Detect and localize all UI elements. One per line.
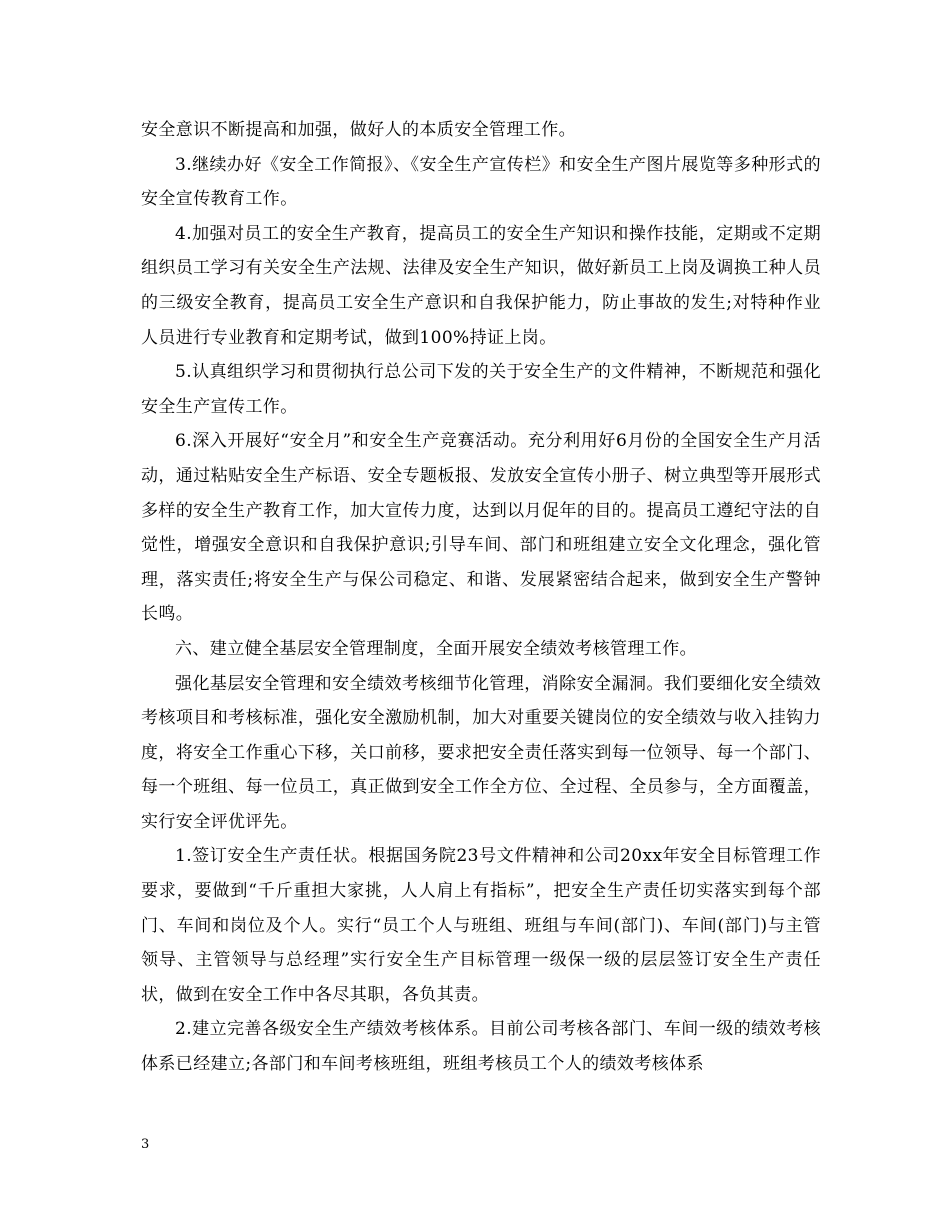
paragraph-continuation: 安全意识不断提高和加强，做好人的本质安全管理工作。 <box>141 120 576 140</box>
paragraph-item-4: 4.加强对员工的安全生产教育，提高员工的安全生产知识和操作技能，定期或不定期组织员工学习有关安全生产法规、法律及安全生产知识，做好新员工上岗及调换工种人员的三级安全教育，提高员工安全生产意识和自我保护能力，防止事故的发生;对特种作业人员进行专业教育和定期考试，做到100%持证上岗。 <box>141 223 821 348</box>
section-heading-6: 六、建立健全基层安全管理制度，全面开展安全绩效考核管理工作。 <box>175 638 697 659</box>
paragraph-section-intro: 强化基层安全管理和安全绩效考核细节化管理，消除安全漏洞。我们要细化安全绩效考核项目和考核标准，强化安全激励机制，加大对重要关键岗位的安全绩效与收入挂钩力度，将安全工作重心下移，关口前移，要求把安全责任落实到每一位领导、每一个部门、每一个班组、每一位员工，真正做到安全工作全方位、全过程、全员参与，全方面覆盖，实行安全评优评先。 <box>141 673 821 832</box>
paragraph-item-3: 3.继续办好《安全工作简报》、《安全生产宣传栏》和安全生产图片展览等多种形式的安全宣传教育工作。 <box>141 154 821 210</box>
paragraph-item-5: 5.认真组织学习和贯彻执行总公司下发的关于安全生产的文件精神，不断规范和强化安全生产宣传工作。 <box>141 362 821 417</box>
paragraph-item-6: 6.深入开展好“安全月”和安全生产竞赛活动。充分利用好6月份的全国安全生产月活动，通过粘贴安全生产标语、安全专题板报、发放安全宣传小册子、树立典型等开展形式多样的安全生产教育工作，加大宣传力度，达到以月促年的目的。提高员工遵纪守法的自觉性，增强安全意识和自我保护意识;引导车间、部门和班组建立安全文化理念，强化管理，落实责任;将安全生产与保公司稳定、和谐、发展紧密结合起来，做到安全生产警钟长鸣。 <box>141 431 821 625</box>
document-body <box>141 113 821 1082</box>
paragraph-subitem-1: 1.签订安全生产责任状。根据国务院23号文件精神和公司20xx年安全目标管理工作要求，要做到“千斤重担大家挑，人人肩上有指标”，把安全生产责任切实落实到每个部门、车间和岗位及个人。实行“员工个人与班组、班组与车间(部门)、车间(部门)与主管领导、主管领导与总经理”实行安全生产目标管理一级保一级的层层签订安全生产责任状，做到在安全工作中各尽其职，各负其责。 <box>141 846 821 1005</box>
page-number: 3 <box>141 1137 150 1152</box>
paragraph-subitem-2: 2.建立完善各级安全生产绩效考核体系。目前公司考核各部门、车间一级的绩效考核体系已经建立;各部门和车间考核班组，班组考核员工个人的绩效考核体系 <box>141 1019 821 1075</box>
